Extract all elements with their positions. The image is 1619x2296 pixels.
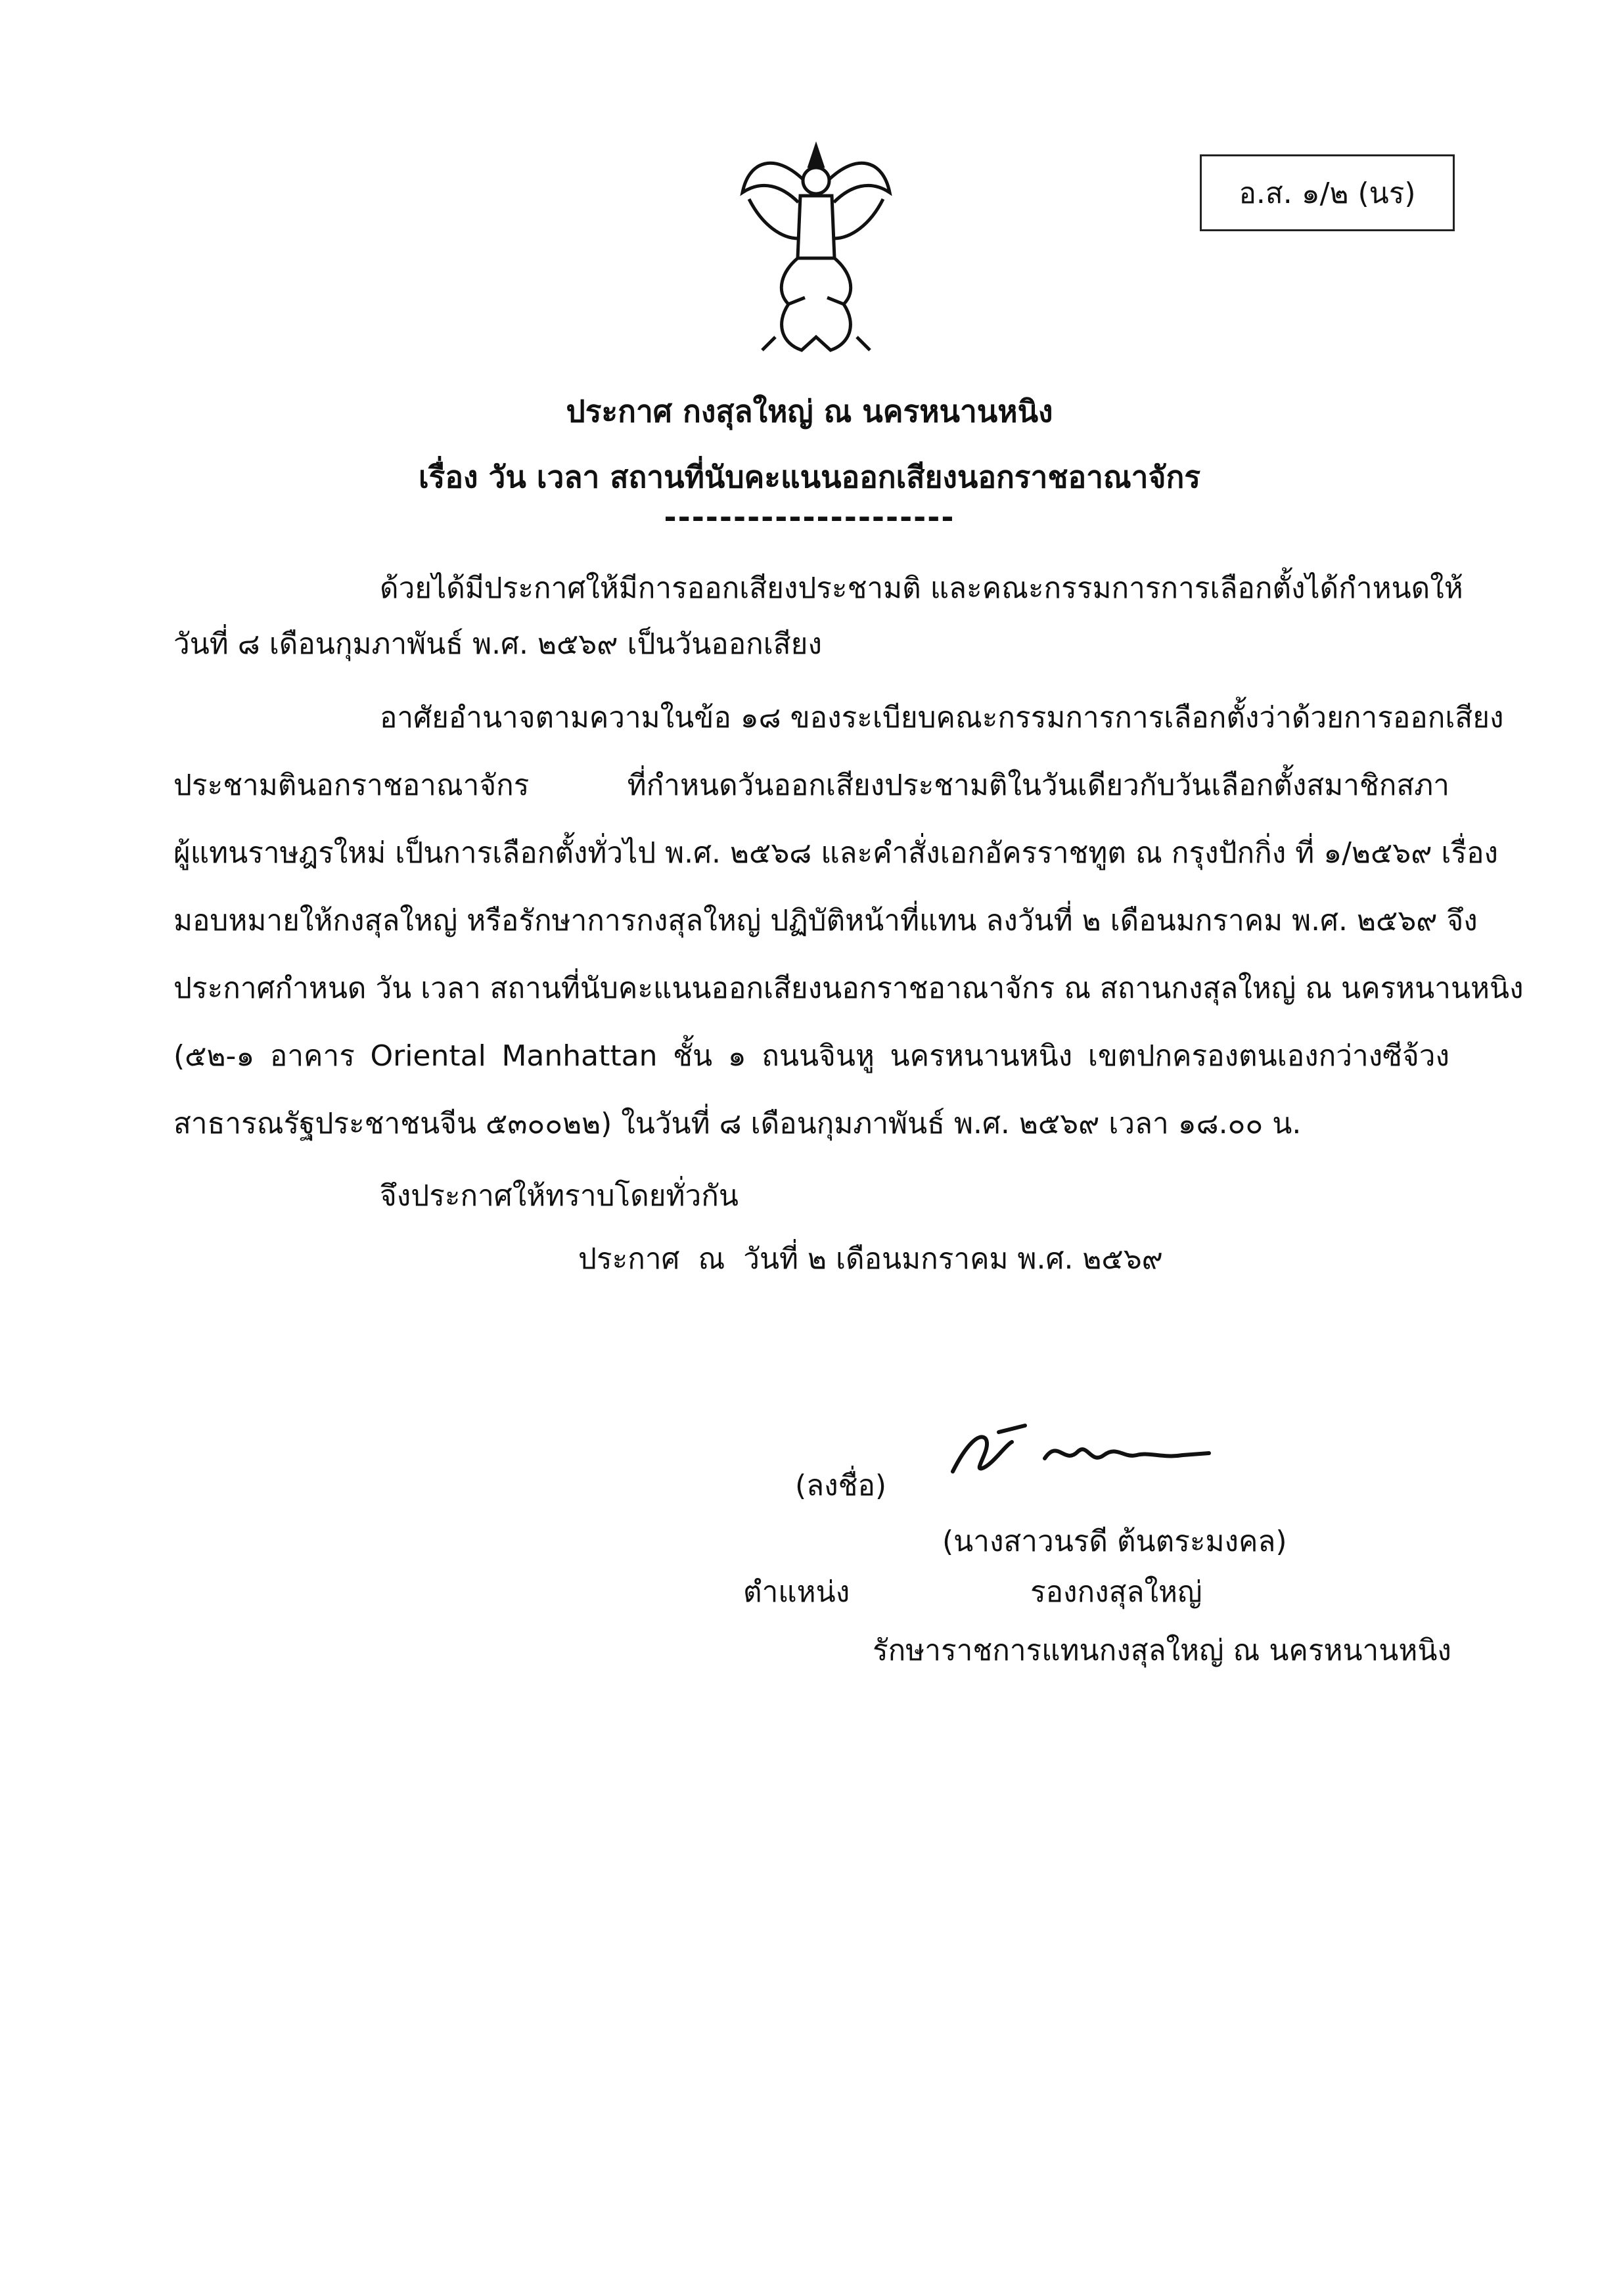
paragraph2-line: สาธารณรัฐประชาชนจีน ๕๓๐๐๒๒) ในวันที่ ๘ เดือนกุมภาพันธ์ พ.ศ. ๒๕๖๙ เวลา ๑๘.๐๐ น.	[173, 1107, 1302, 1140]
paragraph1-line: ด้วยได้มีประกาศให้มีการออกเสียงประชามติ และคณะกรรมการการเลือกตั้งได้กำหนดให้	[380, 572, 1463, 605]
acting-title: รักษาราชการแทนกงสุลใหญ่ ณ นครหนานหนิง	[873, 1634, 1451, 1667]
signature-image	[946, 1419, 1222, 1491]
title-divider: ---------------------	[664, 499, 955, 535]
signatory-name: (นางสาวนรดี ต้นตระมงคล)	[942, 1525, 1287, 1558]
paragraph2-line: ประกาศกำหนด วัน เวลา สถานที่นับคะแนนออกเสียงนอกราชอาณาจักร ณ สถานกงสุลใหญ่ ณ นครหนานหนิง	[173, 972, 1524, 1005]
closing-text: จึงประกาศให้ทราบโดยทั่วกัน	[380, 1179, 739, 1213]
paragraph2-line: ประชามตินอกราชอาณาจักร ที่กำหนดวันออกเสียงประชามติในวันเดียวกับวันเลือกตั้งสมาชิกสภา	[173, 769, 1449, 802]
title-line-1: ประกาศ กงสุลใหญ่ ณ นครหนานหนิง	[566, 394, 1053, 429]
garuda-emblem	[736, 140, 897, 361]
paragraph2-line: อาศัยอำนาจตามความในข้อ ๑๘ ของระเบียบคณะกรรมการการเลือกตั้งว่าด้วยการออกเสียง	[380, 701, 1504, 734]
paragraph2-line: ผู้แทนราษฎรใหม่ เป็นการเลือกตั้งทั่วไป พ.ศ. ๒๕๖๘ และคำสั่งเอกอัครราชทูต ณ กรุงปักกิ่ง ที่ ๑/๒๕๖๙ เรื่อง	[173, 836, 1499, 870]
title-line-2: เรื่อง วัน เวลา สถานที่นับคะแนนออกเสียงนอกราชอาณาจักร	[418, 459, 1201, 495]
paragraph1-line: วันที่ ๘ เดือนกุมภาพันธ์ พ.ศ. ๒๕๖๙ เป็นวันออกเสียง	[173, 627, 822, 661]
position-label: ตำแหน่ง	[743, 1575, 850, 1609]
paragraph2-line: มอบหมายให้กงสุลใหญ่ หรือรักษาการกงสุลใหญ่ ปฏิบัติหน้าที่แทน ลงวันที่ ๒ เดือนมกราคม พ.ศ. ๒๕๖๙ จึง	[173, 904, 1478, 937]
reference-code: อ.ส. ๑/๒ (นร)	[1239, 176, 1416, 210]
sign-label: (ลงชื่อ)	[795, 1469, 887, 1502]
announce-date: ประกาศ ณ วันที่ ๒ เดือนมกราคม พ.ศ. ๒๕๖๙	[578, 1242, 1163, 1276]
paragraph2-line: (๕๒-๑ อาคาร Oriental Manhattan ชั้น ๑ ถนนจินหู นครหนานหนิง เขตปกครองตนเองกว่างซีจ้วง	[173, 1039, 1449, 1073]
position-title: รองกงสุลใหญ่	[1030, 1575, 1202, 1609]
reference-code-box	[1200, 154, 1455, 231]
